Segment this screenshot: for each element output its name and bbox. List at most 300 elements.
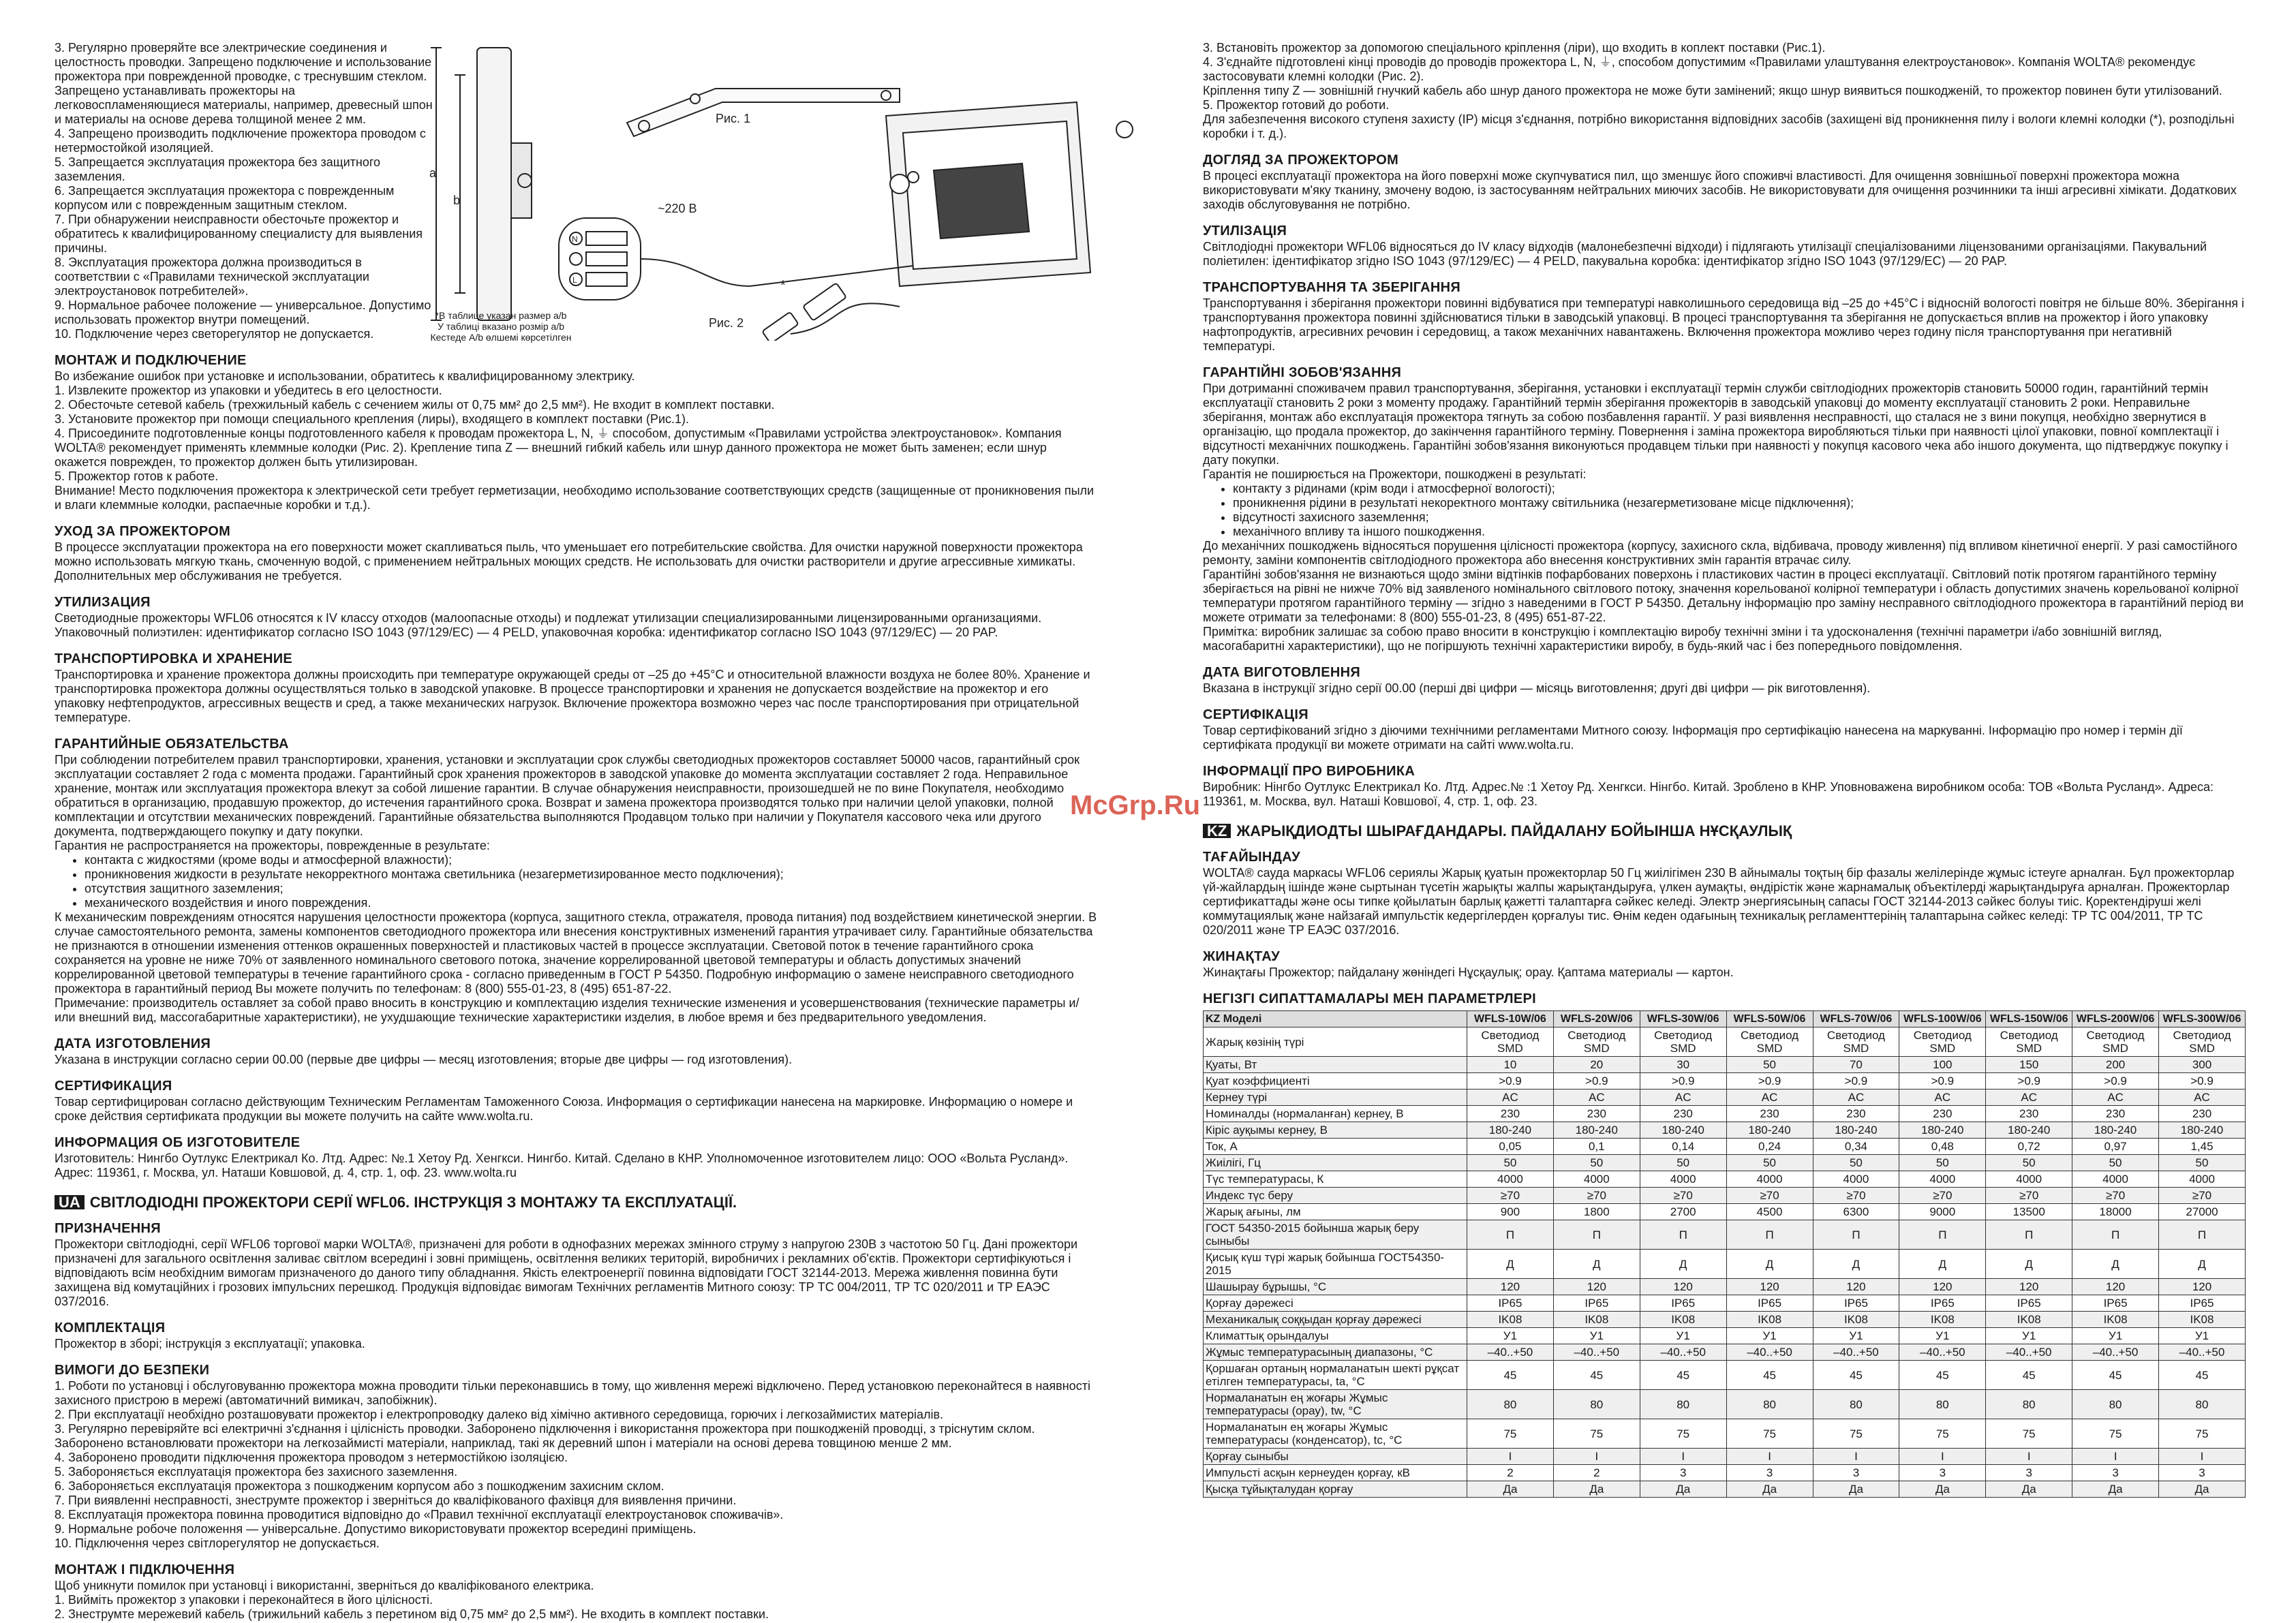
table-cell: 1,45 [2159, 1139, 2246, 1155]
row-label: Жиілігі, Гц [1204, 1155, 1467, 1171]
dim-a-label: a [429, 166, 437, 180]
table-cell: >0.9 [1726, 1073, 1813, 1089]
paragraph: До механічних пошкоджень відносяться порушення цілісності прожектора (корпусу, захисного скла, відбивача, проводу живлення) під впливом кінетичної енергії. У разі самостійного ремонту, заміни компонентів світлодіодного прожектора або внесення конструктивних змін гарантія втрачає силу. [1203, 539, 2237, 567]
table-cell: Д [2072, 1250, 2159, 1279]
paragraph: К механическим повреждениям относятся нарушения целостности прожектора (корпуса, защитного стекла, отражателя, провода питания) под воздействием кинетической энергии. В случае самостоятельного ремонта, замены компонентов светодиодного прожектора или внесения конструктивных изменений гарантия утрачивает силу. Гарантийные обязательства не признаются в отношении изменения оттенков окрашенных поверхностей и пластиковых частей в процессе эксплуатации. Световой поток в течение гарантийного срока сохраняется на уровне не ниже 70% от заявленного номинального светового потока, значение коррелированной цветовой температуры и область допустимых значений коррелированной цветовой температуры в течение гарантийного срока - согласно приведенным в ГОСТ Р 54350. Подробную информацию о замене неисправного светодиодного прожектора в гарантийный период Вы можете получить по телефонам: 8 (800) 555-01-23, 8 (495) 651-87-22. [55, 910, 1097, 995]
table-cell: Да [2072, 1481, 2159, 1498]
table-cell: Светодиод SMD [1899, 1027, 1986, 1057]
paragraph: Во избежание ошибок при установке и использовании, обратитесь к квалифицированному электрику. [55, 369, 635, 383]
row-label: Қисық күш түрі жарық бойынша ГОСТ54350-2015 [1204, 1250, 1467, 1279]
table-cell: 80 [1467, 1390, 1554, 1419]
table-cell: 75 [1813, 1419, 1899, 1449]
table-title: НЕГІЗГІ СИПАТТАМАЛАРЫ МЕН ПАРАМЕТРЛЕРІ [1203, 991, 1537, 1006]
paragraph: 5. Прожектор готовий до роботи. [1203, 98, 1390, 112]
row-label: Қоршаған ортаның нормаланатын шекті рұқсат етілген температурасы, ta, °С [1204, 1361, 1467, 1390]
table-cell: –40..+50 [2072, 1344, 2159, 1361]
section-title: ТАҒАЙЫНДАУ [1203, 850, 1300, 865]
paragraph: Примечание: производитель оставляет за собой право вносить в конструкцию и комплектацию изделия технические изменения и усовершенствования (технические параметры и/или внешний вид, массогабаритные характеристики), не ухудшающие технические характеристики изделия, в любое время и без предварительного уведомления. [55, 996, 1080, 1024]
table-cell: >0.9 [1467, 1073, 1554, 1089]
table-cell: 9000 [1899, 1204, 1986, 1220]
table-cell: Светодиод SMD [1986, 1027, 2072, 1057]
table-cell: I [1813, 1449, 1899, 1465]
ua-title [55, 1195, 1097, 1209]
paragraph: 7. При виявленні несправності, знеструмте прожектор і зверніться до кваліфікованого фахівця для виявлення причини. [55, 1494, 737, 1507]
table-cell: 45 [2072, 1361, 2159, 1390]
table-cell: 100 [1899, 1057, 1986, 1073]
asterisk-mark: * [780, 278, 786, 293]
table-cell: 80 [1813, 1390, 1899, 1419]
paragraph: Світлодіодні прожектори WFL06 відносяться до IV класу відходів (малонебезпечні відходи) і підлягають утилізації спеціалізованими ліцензованими організаціями. Пакувальний поліетилен: ідентифікатор згідно ISO 1043 (97/129/EC) — 4 PELD, пакувальна коробка: ідентифікатор згідно ISO 1043 (97/129/EC) — 20 PAP. [1203, 240, 2207, 268]
section-title: ДАТА ВИГОТОВЛЕННЯ [1203, 665, 1361, 680]
table-cell: 45 [1899, 1361, 1986, 1390]
row-label: Климаттық орындалуы [1204, 1328, 1467, 1344]
table-cell: ≥70 [1986, 1188, 2072, 1204]
bullet-item: • контакта с жидкостями (кроме воды и атмосферной влажности); [85, 853, 1097, 867]
table-cell: –40..+50 [1726, 1344, 1813, 1361]
table-cell: I [1467, 1449, 1554, 1465]
table-cell: 120 [1467, 1279, 1554, 1295]
table-row [1204, 1419, 2246, 1449]
table-cell: >0.9 [1899, 1073, 1986, 1089]
table-cell: IP65 [2159, 1295, 2246, 1312]
table-cell: У1 [1553, 1328, 1640, 1344]
table-cell: AC [1640, 1089, 1726, 1106]
right-column [1203, 41, 2246, 1498]
table-cell: 0,24 [1726, 1139, 1813, 1155]
table-row [1204, 1344, 2246, 1361]
table-cell: 50 [1726, 1057, 1813, 1073]
table-cell: Д [1726, 1250, 1813, 1279]
row-label: Түс температурасы, К [1204, 1171, 1467, 1188]
paragraph: 1. Роботи по установці і обслуговуванню прожектора можна проводити тільки переконавшись в тому, що живлення мережі відключено. Перед установкою переконайтеся в наявності захисного пристрою в мережі (автоматичний вимикач, запобіжник). [55, 1379, 1090, 1407]
model-header: WFLS-100W/06 [1899, 1011, 1986, 1027]
specs-table [1203, 1010, 2246, 1498]
bullet-item: • отсутствия защитного заземления; [85, 882, 1097, 896]
paragraph: Транспортування і зберігання прожектори повинні відбуватися при температурі навколишнього середовища від –25 до +45°С і відносній вологості повітря не більше 80%. Зберігання і транспортування прожектора повинні здійснюватися тільки в заводській упаковці. В процесі транспортування та зберігання не допускається вплив на прожектор і його упаковку нафтопродуктів, агресивних речовин і середовищ, а також механічних навантажень. Включення прожектора можливо через годину після транспортування при негативній температурі. [1203, 296, 2245, 353]
paragraph: Гарантія не поширюється на Прожектори, пошкоджені в результаті: [1203, 467, 1587, 481]
table-cell: 0,48 [1899, 1139, 1986, 1155]
table-row [1204, 1390, 2246, 1419]
table-row [1204, 1250, 2246, 1279]
table-cell: 10 [1467, 1057, 1554, 1073]
table-cell: 3 [1726, 1465, 1813, 1481]
row-label: Шашырау бұрышы, °С [1204, 1279, 1467, 1295]
table-cell: 80 [1553, 1390, 1640, 1419]
paragraph: 2. Знеструмте мережевий кабель (трижильний кабель з перетином від 0,75 мм² до 2,5 мм²). Не входить в комплект поставки. [55, 1607, 769, 1621]
paragraph: Внимание! Место подключения прожектора к электрической сети требует герметизации, необходимо использование соответствующих средств (защищенные от проникновения пыли и влаги клеммные колодки, распаечные коробки и т.д.). [55, 484, 1095, 512]
table-cell: У1 [2159, 1328, 2246, 1344]
table-cell: 3 [1899, 1465, 1986, 1481]
paragraph: 10. Підключення через світлорегулятор не допускається. [55, 1536, 380, 1550]
figure-note-kz: Кестеде A/b өлшемі көрсетілген [430, 332, 572, 343]
table-cell: 180-240 [1899, 1122, 1986, 1139]
table-cell: –40..+50 [1640, 1344, 1726, 1361]
table-row [1204, 1449, 2246, 1465]
fig1-label: Рис. 1 [716, 112, 751, 125]
figure-note-ru: *В таблице указан размер a/b [435, 310, 567, 321]
table-cell: 50 [1553, 1155, 1640, 1171]
section-title: СЕРТИФІКАЦІЯ [1203, 707, 1308, 722]
table-cell: 230 [2159, 1106, 2246, 1122]
table-cell: 180-240 [2159, 1122, 2246, 1139]
paragraph: Изготовитель: Нингбо Оутлукс Електрикал Ко. Лтд. Адрес: №.1 Хетоу Рд. Хенгкси. Нингбо. Китай. Сделано в КНР. Уполномоченное изготовителем лицо: ООО «Вольта Русланд». Адрес: 119361, г. Москва, ул. Наташи Ковшовой, д. 4, стр. 1, оф. 23. www.wolta.ru [55, 1151, 1069, 1179]
model-header: WFLS-30W/06 [1640, 1011, 1726, 1027]
model-header: WFLS-10W/06 [1467, 1011, 1554, 1027]
bullet-item: • відсутності захисного заземлення; [1233, 510, 2246, 525]
table-cell: I [2159, 1449, 2246, 1465]
table-cell: 50 [1899, 1155, 1986, 1171]
table-cell: >0.9 [2072, 1073, 2159, 1089]
figure-note [423, 310, 579, 343]
table-row [1204, 1027, 2246, 1057]
table-cell: Светодиод SMD [1467, 1027, 1554, 1057]
row-label: Қуаты, Вт [1204, 1057, 1467, 1073]
table-cell: 45 [1553, 1361, 1640, 1390]
table-row [1204, 1295, 2246, 1312]
table-cell: 4000 [1726, 1171, 1813, 1188]
table-cell: 180-240 [1813, 1122, 1899, 1139]
paragraph: 1. Вийміть прожектор з упаковки і переконайтеся в його цілісності. [55, 1593, 433, 1607]
row-label: Ток, А [1204, 1139, 1467, 1155]
table-cell: 230 [2072, 1106, 2159, 1122]
table-cell: 230 [1726, 1106, 1813, 1122]
bullet-item: • механического воздействия и иного повреждения. [85, 896, 1097, 910]
table-cell: –40..+50 [1553, 1344, 1640, 1361]
table-cell: Д [1813, 1250, 1899, 1279]
table-cell: 45 [1813, 1361, 1899, 1390]
table-row [1204, 1328, 2246, 1344]
table-cell: П [1726, 1220, 1813, 1250]
table-cell: 70 [1813, 1057, 1899, 1073]
safety-item: 10. Подключение через светорегулятор не допускается. [55, 327, 374, 341]
table-cell: ≥70 [1899, 1188, 1986, 1204]
figure-note-ua: У таблиці вказано розмір a/b [437, 321, 565, 332]
table-cell: Да [1726, 1481, 1813, 1498]
kz-lang-badge: KZ [1203, 824, 1231, 838]
section-title: ДАТА ИЗГОТОВЛЕНИЯ [55, 1036, 211, 1051]
row-label: Жұмыс температурасының диапазоны, °С [1204, 1344, 1467, 1361]
paragraph: Светодиодные прожекторы WFL06 относятся к IV классу отходов (малоопасные отходы) и подлежат утилизации специализированными лицензированными организациями. Упаковочный полиэтилен: идентификатор согласно ISO 1043 (97/129/EC) — 4 PELD, упаковочная коробка: идентификатор согласно ISO 1043 (97/129/EC) — 20 PAP. [55, 611, 1042, 639]
table-cell: AC [1467, 1089, 1554, 1106]
table-row [1204, 1279, 2246, 1295]
table-cell: AC [1986, 1089, 2072, 1106]
paragraph: Кріплення типу Z — зовнішній гнучкий кабель або шнур даного прожектора не може бути замінений; якщо шнур виявиться пошкодженій, то прожектор повинен бути утилізований. [1203, 84, 2222, 97]
safety-item: 8. Эксплуатация прожектора должна производиться в соответствии с «Правилами технической эксплуатации электроустановок потребителей». [55, 256, 369, 298]
paragraph: 6. Забороняється експлуатація прожектора з пошкодженим корпусом або з пошкодженим захисним склом. [55, 1479, 664, 1493]
paragraph: Транспортировка и хранение прожектора должны происходить при температуре окружающей среды от –25 до +45°С и относительной влажности воздуха не более 80%. Хранение и транспортировка прожектора должны осуществляться только в заводской упаковке. В процессе транспортировки и хранения не допускается воздействие на прожектор и его упаковку нефтепродуктов, агрессивных веществ и сред, а также механических нагрузок. Включение прожектора возможно через час после транспортирования при отрицательной температуре. [55, 668, 1090, 724]
table-row [1204, 1073, 2246, 1089]
table-cell: У1 [1726, 1328, 1813, 1344]
side-view-icon [431, 48, 532, 320]
table-cell: 75 [2159, 1419, 2246, 1449]
table-cell: 4500 [1726, 1204, 1813, 1220]
table-cell: 13500 [1986, 1204, 2072, 1220]
ua-sections [55, 1222, 1097, 1622]
table-cell: 80 [2159, 1390, 2246, 1419]
table-cell: 4000 [1640, 1171, 1726, 1188]
paragraph: 5. Прожектор готов к работе. [55, 469, 219, 483]
table-cell: 18000 [2072, 1204, 2159, 1220]
table-cell: 4000 [2072, 1171, 2159, 1188]
table-cell: Д [2159, 1250, 2246, 1279]
table-cell: П [2072, 1220, 2159, 1250]
section-title: ПРИЗНАЧЕННЯ [55, 1221, 161, 1236]
model-header: WFLS-300W/06 [2159, 1011, 2246, 1027]
row-label: Жарық ағыны, лм [1204, 1204, 1467, 1220]
table-cell: 50 [1726, 1155, 1813, 1171]
paragraph: Товар сертифікований згідно з діючими технічними регламентами Митного союзу. Інформація про сертифікацію нанесена на маркуванні. Інформацію про номер і термін дії сертифіката продукції ви можете отримати на сайті www.wolta.ru. [1203, 724, 2183, 752]
table-cell: ≥70 [1467, 1188, 1554, 1204]
table-cell: IP65 [1726, 1295, 1813, 1312]
table-cell: Д [1640, 1250, 1726, 1279]
table-cell: 3 [1640, 1465, 1726, 1481]
bullet-item: • контакту з рідинами (крім води і атмосферної вологості); [1233, 482, 2246, 496]
table-cell: 230 [1899, 1106, 1986, 1122]
table-row [1204, 1089, 2246, 1106]
table-cell: I [1640, 1449, 1726, 1465]
row-label: Жарық көзінің түрі [1204, 1027, 1467, 1057]
ru-sections [55, 354, 1097, 1180]
table-cell: 120 [2072, 1279, 2159, 1295]
table-cell: 2700 [1640, 1204, 1726, 1220]
table-cell: ≥70 [2072, 1188, 2159, 1204]
section-title: ИНФОРМАЦИЯ ОБ ИЗГОТОВИТЕЛЕ [55, 1135, 301, 1150]
paragraph: Виробник: Нінгбо Оутлукс Електрикал Ко. Лтд. Адрес.№ :1 Хетоу Рд. Хенгкси. Нінгбо. Китай. Зроблено в КНР. Уповноважена виробником особа: ТОВ «Вольта Русланд». Адреса: 119361, м. Москва, вул. Наташі Ковшової, 4, стр. 1, оф. 23. [1203, 780, 2214, 808]
kz-title-text: ЖАРЫҚДИОДТЫ ШЫРАҒДАНДАРЫ. ПАЙДАЛАНУ БОЙЫНША НҰСҚАУЛЫҚ [1236, 822, 1792, 839]
table-cell: 120 [1899, 1279, 1986, 1295]
paragraph: Прожектори світлодіодні, серії WFL06 торгової марки WOLTA®, призначені для роботи в однофазних мережах змінного струму з напругою 230В з частотою 50 Гц. Дані прожектори призначені для загального освітлення заливає світлом всередині і зовні приміщень, освітлення великих територій, виробничих і рекламних об'єктів. Прожектори сертифікуються і відповідають всім необхідним вимогам призначеного до даного типу обладнання. Якість електроенергії повинна відповідати ГОСТ 32144-2013. Мережа живлення повинна бути захищена від комутаційних і грозових імпульсних перешкод. Продукція відповідає вимогам Технічних регламентів Митного союзу: ТР ТС 004/2011, ТР ТС 020/2011 и ТР ЕАЭС 037/2016. [55, 1237, 1078, 1308]
table-row [1204, 1139, 2246, 1155]
table-cell: >0.9 [1553, 1073, 1640, 1089]
ua-lang-badge: UA [55, 1195, 85, 1209]
table-cell: IP65 [1813, 1295, 1899, 1312]
table-cell: >0.9 [1813, 1073, 1899, 1089]
table-cell: ≥70 [1726, 1188, 1813, 1204]
product-figure [423, 34, 1145, 341]
table-cell: У1 [1640, 1328, 1726, 1344]
table-cell: 150 [1986, 1057, 2072, 1073]
safety-item: 5. Запрещается эксплуатация прожектора без защитного заземления. [55, 155, 381, 183]
row-label: ГОСТ 54350-2015 бойынша жарық беру сыныбы [1204, 1220, 1467, 1250]
table-cell: –40..+50 [1986, 1344, 2072, 1361]
table-cell: 0,1 [1553, 1139, 1640, 1155]
table-cell: 180-240 [2072, 1122, 2159, 1139]
table-cell: Светодиод SMD [1553, 1027, 1640, 1057]
table-cell: 45 [1726, 1361, 1813, 1390]
table-row [1204, 1106, 2246, 1122]
table-cell: Да [1553, 1481, 1640, 1498]
voltage-label: ~220 В [658, 202, 697, 215]
table-cell: I [1986, 1449, 2072, 1465]
table-cell: 230 [1813, 1106, 1899, 1122]
table-cell: 45 [1467, 1361, 1554, 1390]
table-cell: П [1640, 1220, 1726, 1250]
table-cell: AC [1813, 1089, 1899, 1106]
table-cell: ≥70 [1553, 1188, 1640, 1204]
table-cell: Д [1986, 1250, 2072, 1279]
table-cell: 4000 [1986, 1171, 2072, 1188]
section-title: ГАРАНТІЙНІ ЗОБОВ'ЯЗАННЯ [1203, 365, 1402, 380]
row-label: Кіріс ауқымы кернеу, В [1204, 1122, 1467, 1139]
table-cell: 120 [2159, 1279, 2246, 1295]
table-cell: У1 [1899, 1328, 1986, 1344]
table-cell: 180-240 [1553, 1122, 1640, 1139]
table-cell: 27000 [2159, 1204, 2246, 1220]
bullet-item: • проникновения жидкости в результате некорректного монтажа светильника (незагерметизированное место подключения); [85, 867, 1097, 882]
section-title: МОНТАЖ І ПІДКЛЮЧЕННЯ [55, 1562, 235, 1577]
table-cell: Д [1899, 1250, 1986, 1279]
table-cell: Да [1986, 1481, 2072, 1498]
paragraph: Гарантійні зобов'язання не визнаються щодо зміни відтінків пофарбованих поверхонь і пластикових частин в процесі експлуатації. Світловий потік протягом гарантійного терміну зберігається на рівні не нижче 70% від заявленого номінального світлового потоку, значення корельованої колірної температури і область допустимих значень корельованої колірної температури протягом гарантійного терміну — згідно з наведеними в ГОСТ Р 54350. Детальну інформацію про заміну несправного світлодіодного прожектора в гарантійний період ви можете отримати за телефонами: 8 (800) 555-01-23, 8 (495) 651-87-22. [1203, 568, 2244, 624]
table-cell: 180-240 [1640, 1122, 1726, 1139]
row-label: Импульсті асқын кернеуден қорғау, кВ [1204, 1465, 1467, 1481]
table-cell: У1 [1986, 1328, 2072, 1344]
table-cell: 75 [2072, 1419, 2159, 1449]
safety-item: 6. Запрещается эксплуатация прожектора с поврежденным корпусом или с поврежденным защитным стеклом. [55, 184, 395, 212]
table-row [1204, 1361, 2246, 1390]
table-cell: –40..+50 [1899, 1344, 1986, 1361]
table-cell: Да [1899, 1481, 1986, 1498]
table-cell: 45 [1640, 1361, 1726, 1390]
paragraph: 1. Извлеките прожектор из упаковки и убедитесь в его целостности. [55, 384, 442, 397]
table-cell: 75 [1726, 1419, 1813, 1449]
section-title: ТРАНСПОРТУВАННЯ ТА ЗБЕРІГАННЯ [1203, 280, 1461, 295]
table-cell: 50 [1467, 1155, 1554, 1171]
product-drawing [423, 34, 1145, 341]
table-row [1204, 1122, 2246, 1139]
table-cell: 0,34 [1813, 1139, 1899, 1155]
table-cell: AC [1899, 1089, 1986, 1106]
table-cell: IK08 [1899, 1312, 1986, 1328]
fig2-label: Рис. 2 [709, 316, 744, 330]
table-cell: IK08 [1640, 1312, 1726, 1328]
table-row [1204, 1204, 2246, 1220]
table-cell: 80 [1986, 1390, 2072, 1419]
table-cell: У1 [1467, 1328, 1554, 1344]
section-title: ІНФОРМАЦІЇ ПРО ВИРОБНИКА [1203, 764, 1415, 779]
table-row [1204, 1057, 2246, 1073]
paragraph: Товар сертифицирован согласно действующим Техническим Регламентам Таможенного Союза. Информация о сертификации нанесена на маркировке. Информацию о номере и сроке действия сертификата продукции вы можете получить на сайте www.wolta.ru. [55, 1095, 1073, 1123]
watermark: McGrp.Ru [1070, 790, 1201, 820]
table-cell: 80 [1726, 1390, 1813, 1419]
table-corner: KZ Моделі [1204, 1011, 1467, 1027]
section-title: УТИЛИЗАЦИЯ [55, 595, 151, 610]
table-cell: IK08 [1726, 1312, 1813, 1328]
paragraph: 2. При експлуатації необхідно розташовувати прожектор і електропроводку далеко від хімічно активного середовища, горючих і легкозаймистих матеріалів. [55, 1408, 944, 1421]
table-cell: Да [1467, 1481, 1554, 1498]
table-row [1204, 1465, 2246, 1481]
table-cell: 180-240 [1726, 1122, 1813, 1139]
section-title: ЖИНАҚТАУ [1203, 949, 1281, 964]
table-cell: IK08 [1553, 1312, 1640, 1328]
model-header: WFLS-20W/06 [1553, 1011, 1640, 1027]
table-cell: 50 [1640, 1155, 1726, 1171]
terminal-l-label: L [572, 275, 577, 285]
table-cell: 230 [1640, 1106, 1726, 1122]
table-row [1204, 1188, 2246, 1204]
table-cell: 900 [1467, 1204, 1554, 1220]
safety-item: 4. Запрещено производить подключение прожектора проводом с нетермостойкой изоляцией. [55, 127, 426, 155]
table-row [1204, 1171, 2246, 1188]
table-cell: 0,14 [1640, 1139, 1726, 1155]
paragraph: В процесі експлуатації прожектора на його поверхні може скупчуватися пил, що зменшує його споживчі властивості. Для очищення зовнішньої поверхні прожектора можна використовувати м'яку тканину, змочену водою, із застосуванням нейтральних миючих засобів. Не використовувати для очищення розчинники та інші агресивні хімікати. Додаткових заходів обслуговування не потрібно. [1203, 169, 2237, 211]
table-cell: Д [1467, 1250, 1554, 1279]
table-cell: 120 [1986, 1279, 2072, 1295]
dim-b-label: b [453, 194, 461, 207]
safety-item: 9. Нормальное рабочее положение — универсальное. Допустимо использовать прожектор внутри помещений. [55, 298, 431, 326]
table-cell: 0,97 [2072, 1139, 2159, 1155]
table-cell: 3 [2072, 1465, 2159, 1481]
section-title: СЕРТИФИКАЦИЯ [55, 1079, 172, 1094]
table-cell: 4000 [1467, 1171, 1554, 1188]
table-cell: 300 [2159, 1057, 2246, 1073]
table-cell: AC [1726, 1089, 1813, 1106]
table-cell: ≥70 [1813, 1188, 1899, 1204]
kz-title [1203, 824, 2246, 838]
table-cell: >0.9 [1640, 1073, 1726, 1089]
section-title: УТИЛІЗАЦІЯ [1203, 223, 1287, 238]
table-cell: 50 [1986, 1155, 2072, 1171]
ua-continued [1203, 41, 2246, 141]
row-label: Қорғау сыныбы [1204, 1449, 1467, 1465]
table-cell: 30 [1640, 1057, 1726, 1073]
section-title: ДОГЛЯД ЗА ПРОЖЕКТОРОМ [1203, 153, 1399, 168]
paragraph: Для забезпечення високого ступеня захисту (IP) місця з'єднання, потрібно використання відповідних засобів (захищені від проникнення пилу і вологи клемні колодки (*), розподільні коробки і т. д.). [1203, 112, 2235, 140]
table-cell: ≥70 [2159, 1188, 2246, 1204]
table-row [1204, 1155, 2246, 1171]
table-cell: I [1899, 1449, 1986, 1465]
paragraph: Гарантия не распространяется на прожекторы, поврежденные в результате: [55, 839, 490, 852]
table-cell: У1 [2072, 1328, 2159, 1344]
table-cell: 50 [2072, 1155, 2159, 1171]
safety-list-ru [55, 41, 436, 341]
paragraph: 8. Експлуатація прожектора повинна проводитися відповідно до «Правил технічної експлуатації електроустановок споживачів». [55, 1508, 784, 1521]
table-cell: IK08 [1813, 1312, 1899, 1328]
table-cell: I [1726, 1449, 1813, 1465]
table-cell: 120 [1726, 1279, 1813, 1295]
paragraph: 5. Забороняється експлуатація прожектора без захисного заземлення. [55, 1465, 458, 1479]
table-cell: У1 [1813, 1328, 1899, 1344]
paragraph: 3. Регулярно перевіряйте всі електричні з'єднання і цілісність проводки. Заборонено підключення і використання прожектора при пошкодженій проводці, з тріснутим склом. Заборонено встановлювати прожектори на легкозаймисті матеріали, наприклад, такі як деревний шпон і матеріали на основі дерева товщиною менше 2 мм. [55, 1422, 1035, 1450]
model-header: WFLS-50W/06 [1726, 1011, 1813, 1027]
table-cell: 45 [1986, 1361, 2072, 1390]
table-cell: Да [2159, 1481, 2246, 1498]
table-cell: Да [1813, 1481, 1899, 1498]
table-cell: 45 [2159, 1361, 2246, 1390]
bullet-list [1203, 482, 2246, 539]
table-cell: 4000 [1553, 1171, 1640, 1188]
paragraph: 4. Заборонено проводити підключення прожектора проводом з нетермостійкою ізоляцією. [55, 1451, 568, 1464]
paragraph: Щоб уникнути помилок при установці і використанні, зверніться до кваліфікованого електрика. [55, 1579, 594, 1592]
table-row [1204, 1481, 2246, 1498]
table-cell: 120 [1640, 1279, 1726, 1295]
safety-item: 3. Регулярно проверяйте все электрические соединения и целостность проводки. Запрещено подключение и использование прожектора при поврежденной проводке, с треснувшим стеклом. Запрещено устанавливать прожекторы на легковоспламеняющиеся материалы, например, древесный шпон и материалы на основе дерева толщиной менее 2 мм. [55, 41, 433, 126]
table-body [1204, 1027, 2246, 1498]
table-cell: 3 [2159, 1465, 2246, 1481]
table-cell: П [1899, 1220, 1986, 1250]
table-cell: I [1553, 1449, 1640, 1465]
table-cell: 75 [1467, 1419, 1554, 1449]
row-label: Қорғау дәрежесі [1204, 1295, 1467, 1312]
paragraph: Прожектор в зборі; інструкція з експлуатації; упаковка. [55, 1337, 365, 1350]
table-cell: Светодиод SMD [1640, 1027, 1726, 1057]
ua-title-text: СВІТЛОДІОДНІ ПРОЖЕКТОРИ СЕРІЇ WFL06. ІНСТРУКЦІЯ З МОНТАЖУ ТА ЕКСПЛУАТАЦІЇ. [89, 1194, 737, 1211]
table-cell: IK08 [2072, 1312, 2159, 1328]
row-label: Қуат коэффициенті [1204, 1073, 1467, 1089]
table-cell: 75 [1553, 1419, 1640, 1449]
paragraph: При дотриманні споживачем правил транспортування, зберігання, установки і експлуатації термін служби світлодіодних прожекторів становить 50000 годин, гарантійний термін експлуатації становить 2 роки з моменту продажу. Гарантійний термін зберігання прожекторів в заводській упаковці до моменту експлуатації становить 2 роки. Неправильне зберігання, монтаж або експлуатація прожектора тягнуть за собою позбавлення гарантії. У разі виявлення несправності, що сталася не з вини покупця, необхідно звернутися в організацію, що продала прожектор, до закінчення гарантійного терміну. Повернення і заміна прожектора виробляються тільки при наявності цілої упаковки, повної комплектації і відсутності механічних пошкоджень. Гарантійні зобов'язання виконуються продавцем тільки при наявності у покупця касового чека або іншого документа, що підтверджує покупку і дату покупки. [1203, 382, 2229, 467]
table-cell: –40..+50 [2159, 1344, 2246, 1361]
